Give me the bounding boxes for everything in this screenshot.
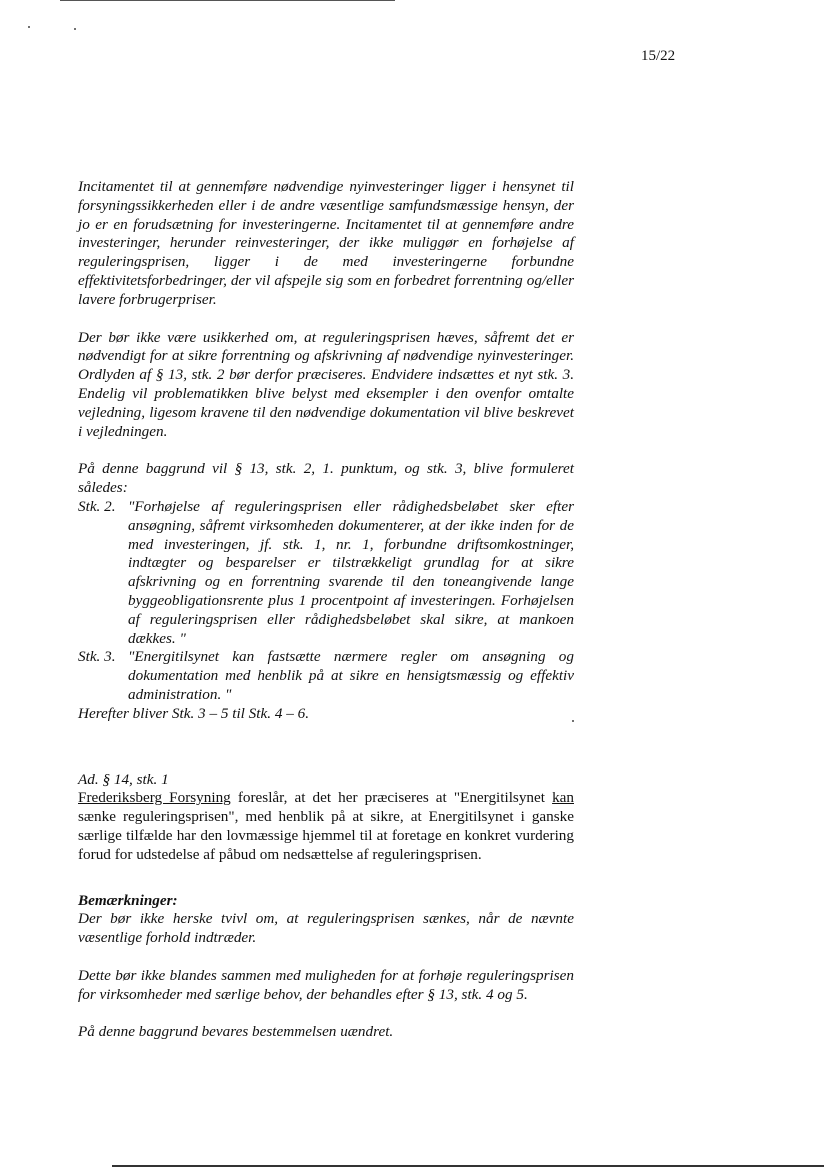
remarks-paragraph-1: Der bør ikke herske tvivl om, at reguleringsprisen sænkes, når de nævnte væsentlige forhold indtræder.: [78, 910, 574, 947]
paragraph-frederiksberg-part2: sænke reguleringsprisen", med henblik på at sikre, at Energitilsynet i ganske særlige tilfælde har den lovmæssige hjemmel til at foretage en konkret vurdering forud for udstedelse af påbud om nedsættelse af reguleringsprisen.: [78, 808, 574, 863]
renumbering-note: Herefter bliver Stk. 3 – 5 til Stk. 4 – 6.: [78, 704, 310, 722]
emphasis-kan: kan: [552, 789, 574, 807]
remarks-paragraph-2: Dette bør ikke blandes sammen med muligheden for at forhøje reguleringsprisen for virksomheder med særlige behov, der behandles efter § 13, stk. 4 og 5.: [78, 966, 574, 1003]
paragraph-frederiksberg-part1: foreslår, at det her præciseres at "Energitilsynet: [230, 789, 553, 807]
remarks-heading: Bemærkninger:: [78, 891, 178, 909]
stk-3-text: "Energitilsynet kan fastsætte nærmere regler om ansøgning og dokumentation med henblik på at sikre en hensigtsmæssig og effektiv administration. ": [128, 648, 574, 703]
page-number: 15/22: [641, 48, 676, 64]
stk-2-text: "Forhøjelse af reguleringsprisen eller rådighedsbeløbet sker efter ansøgning, såfremt virksomheden dokumenterer, at der ikke inden for de med investeringen, jf. stk. 1, nr. 1, forbundne driftsomkostninger, indtægter og besparelser er tilstrækkeligt grundlag for at sikre afskrivning og en forrentning svarende til den toneangivende lange byggeobligationsrente plus 1 procentpoint af investeringen. Forhøjelsen af reguleringsprisen eller rådighedsbeløbet skal sikre, at mankoen dækkes. ": [128, 497, 574, 647]
paragraph-formulation-intro: På denne baggrund vil § 13, stk. 2, 1. punktum, og stk. 3, blive formuleret således:: [78, 460, 574, 497]
stk-2-label: Stk. 2.: [78, 497, 116, 515]
paragraph-incentive: Incitamentet til at gennemføre nødvendige nyinvesteringer ligger i hensynet til forsyningssikkerheden eller i de andre væsentlige samfundsmæssige hensyn, der jo er en forudsætning for investeringerne. Incitamentet til at gennemføre andre investeringer, herunder reinvesteringer, der ikke muliggør en forhøjelse af reguleringsprisen, ligger i de med investeringerne forbundne effektivitetsforbedringer, der vil afspejle sig som en forbedret forrentning og/eller lavere forbrugerpriser.: [78, 178, 574, 308]
stk-3-label: Stk. 3.: [78, 648, 116, 666]
document-body: [78, 178, 574, 1042]
section-heading-ad-14: Ad. § 14, stk. 1: [78, 770, 169, 788]
scan-speck: [74, 28, 76, 30]
paragraph-frederiksberg: [78, 789, 574, 864]
paragraph-uncertainty: Der bør ikke være usikkerhed om, at reguleringsprisen hæves, såfremt det er nødvendigt for at sikre forrentning og afskrivning af nødvendige nyinvesteringer. Ordlyden af § 13, stk. 2 bør derfor præciseres. Endvidere indsættes et nyt stk. 3. Endelig vil problematikken blive belyst med eksempler i den ovenfor omtalte vejledning, ligesom kravene til den nødvendige dokumentation vil blive beskrevet i vejledningen.: [78, 328, 574, 440]
conclusion: På denne baggrund bevares bestemmelsen uændret.: [78, 1023, 394, 1041]
scan-speck: [28, 26, 30, 28]
scan-edge-bottom: [112, 1165, 824, 1167]
scan-edge-top: [60, 0, 395, 1]
stk-2-block: [78, 498, 574, 648]
org-name: Frederiksberg Forsyning: [78, 789, 231, 807]
stk-3-block: [78, 648, 574, 704]
